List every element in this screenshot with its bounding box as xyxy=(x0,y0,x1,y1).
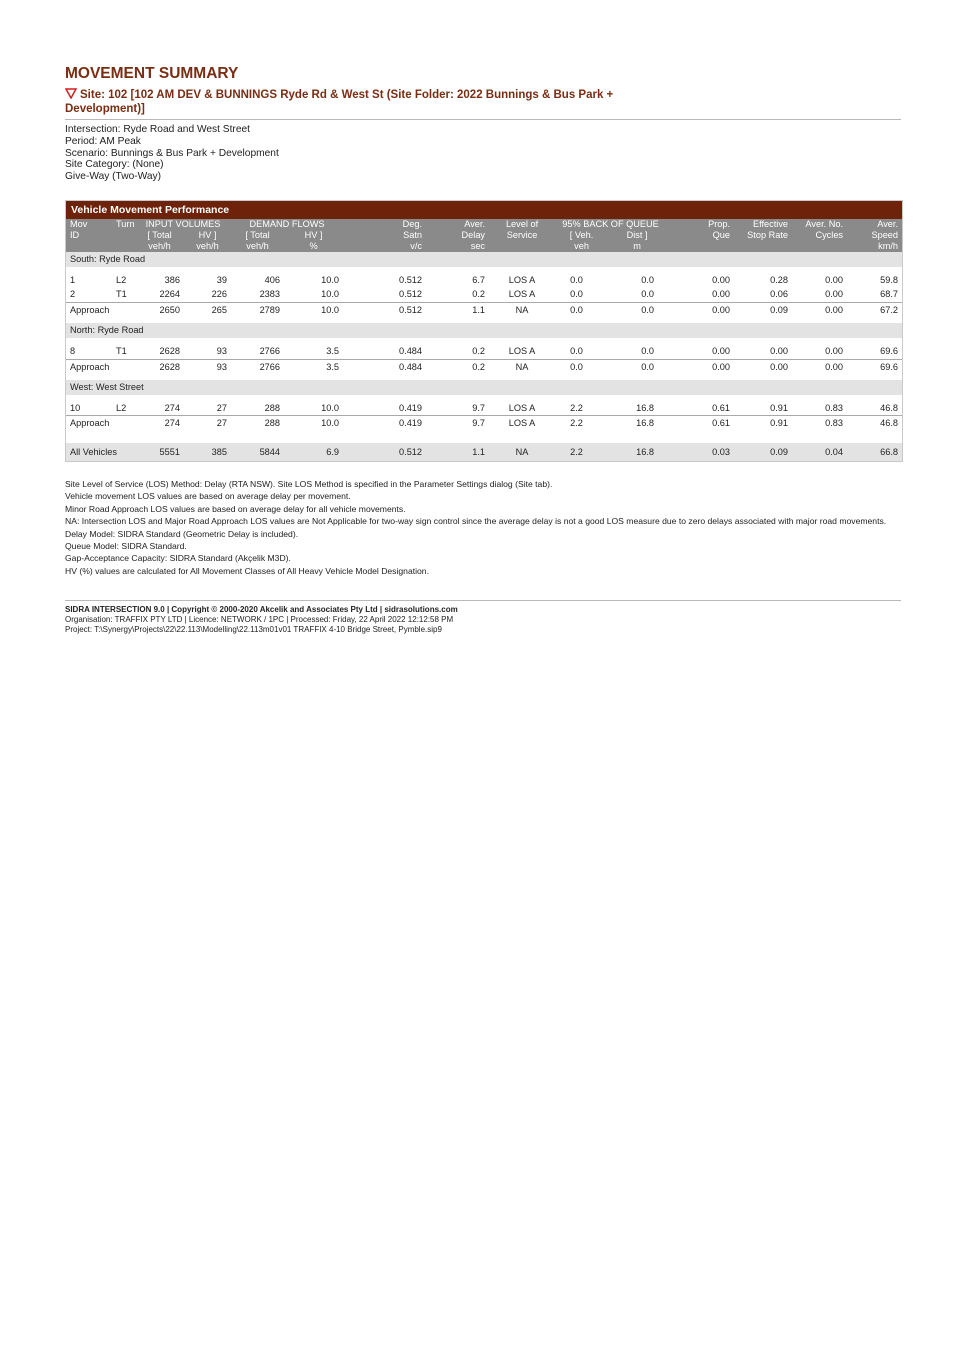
table-cell: 274 xyxy=(135,416,184,431)
meta-intersection: Intersection: Ryde Road and West Street xyxy=(65,124,250,135)
table-cell: 16.8 xyxy=(608,443,666,461)
col-blank xyxy=(734,241,792,252)
table-cell: 265 xyxy=(184,302,231,317)
table-cell: 0.00 xyxy=(825,274,844,285)
meta-site-category: Site Category: (None) xyxy=(65,159,164,171)
col-df-hv: HV ] xyxy=(284,230,343,241)
table-cell: 0.06 xyxy=(770,289,789,300)
note: Site Level of Service (LOS) Method: Delay (RTA NSW). Site LOS Method is specified in the Parameter Settings dialog (Site tab). xyxy=(65,478,553,489)
title-divider xyxy=(65,119,901,120)
table-cell: 0.00 xyxy=(734,359,792,374)
table-cell: 0.28 xyxy=(770,274,789,285)
table-cell: 0.00 xyxy=(666,359,734,374)
vehicle-movement-performance xyxy=(65,200,903,462)
table-cell: 46.8 xyxy=(880,402,899,413)
footer-project: Project: T:\Synergy\Projects\22\22.113\Modelling\22.113m01v01 TRAFFIX 4-10 Bridge Street, Pymble.sip9 xyxy=(65,625,442,635)
table-cell: 0.61 xyxy=(666,416,734,431)
table-cell: 27 xyxy=(184,416,231,431)
table-cell: 6.7 xyxy=(472,274,486,285)
table-cell xyxy=(112,416,135,431)
col-df-total: [ Total xyxy=(231,230,284,241)
table-cell: 0.0 xyxy=(641,289,655,300)
notes xyxy=(65,478,901,577)
col-prop-2: Que xyxy=(666,230,734,241)
table-cell: 2628 xyxy=(135,359,184,374)
table-cell: 0.0 xyxy=(570,274,583,285)
unit-iv-hv: veh/h xyxy=(184,241,231,252)
table-cell: 2.2 xyxy=(555,443,608,461)
table-row xyxy=(66,287,902,302)
header-row-1 xyxy=(66,219,902,230)
table-cell: 0.0 xyxy=(570,345,583,356)
table-cell: 10.0 xyxy=(284,302,343,317)
table-cell: 0.512 xyxy=(399,274,423,285)
table-cell: 69.6 xyxy=(847,359,902,374)
table-cell: 93 xyxy=(216,345,228,356)
table-cell: 0.0 xyxy=(608,302,666,317)
note: Queue Model: SIDRA Standard. xyxy=(65,540,187,551)
table-cell: 0.484 xyxy=(399,345,423,356)
table-cell: 0.419 xyxy=(343,416,426,431)
table-cell: 2628 xyxy=(159,345,180,356)
table-row xyxy=(66,344,902,359)
table-cell: 0.0 xyxy=(555,359,608,374)
table-cell: 1.1 xyxy=(426,443,489,461)
table-cell: 5551 xyxy=(135,443,184,461)
col-blank xyxy=(112,230,135,241)
table-cell: 2 xyxy=(70,289,76,300)
table-cell: 0.0 xyxy=(641,274,655,285)
table-cell: 9.7 xyxy=(472,402,486,413)
table-cell: 385 xyxy=(184,443,231,461)
table-cell: T1 xyxy=(116,345,127,356)
table-cell: 2.2 xyxy=(555,416,608,431)
page-title: MOVEMENT SUMMARY xyxy=(65,65,239,82)
col-blank xyxy=(489,241,555,252)
table-cell: 0.00 xyxy=(792,359,847,374)
col-speed: Aver. xyxy=(847,219,902,230)
table-cell: 0.00 xyxy=(825,345,844,356)
table-cell: LOS A xyxy=(489,416,555,431)
table-cell: 67.2 xyxy=(847,302,902,317)
site-triangle-icon xyxy=(65,88,77,99)
table-cell: 226 xyxy=(211,289,228,300)
table-cell: 10.0 xyxy=(321,274,340,285)
unit-df-hv: % xyxy=(284,241,343,252)
col-prop: Prop. xyxy=(666,219,734,230)
table-cell: 0.83 xyxy=(825,402,844,413)
table-cell: Approach xyxy=(66,302,112,317)
site-heading xyxy=(65,88,625,116)
table-cell: 0.04 xyxy=(792,443,847,461)
col-deg: Deg. xyxy=(343,219,426,230)
col-stop-rate-2: Stop Rate xyxy=(734,230,792,241)
table-cell: 2766 xyxy=(259,345,281,356)
table-row xyxy=(66,401,902,416)
table-cell: 2383 xyxy=(259,289,281,300)
table-cell: 8 xyxy=(70,345,76,356)
table-cell: All Vehicles xyxy=(66,443,112,461)
col-back-of-queue: 95% BACK OF QUEUE xyxy=(555,219,666,230)
footer-organisation: Organisation: TRAFFIX PTY LTD | Licence: NETWORK / 1PC | Processed: Friday, 22 April 2022 12:12:58 PM xyxy=(65,615,454,625)
table-cell: 0.91 xyxy=(734,416,792,431)
table-cell: LOS A xyxy=(508,289,536,300)
site-name: Site: 102 [102 AM DEV & BUNNINGS Ryde Rd & West St (Site Folder: 2022 Bunnings & Bus Park + Development)] xyxy=(65,89,614,115)
col-delay-2: Delay xyxy=(426,230,489,241)
table-cell: 2.2 xyxy=(570,402,583,413)
col-stop-rate: Effective xyxy=(734,219,792,230)
unit-boq-dist: m xyxy=(608,241,666,252)
col-blank xyxy=(666,241,734,252)
table-cell: 0.484 xyxy=(343,359,426,374)
table-cell: 0.0 xyxy=(570,289,583,300)
col-mov: Mov xyxy=(66,219,112,230)
table-cell: 3.5 xyxy=(284,359,343,374)
table-cell: 9.7 xyxy=(426,416,489,431)
col-delay: Aver. xyxy=(426,219,489,230)
table-cell: 93 xyxy=(184,359,231,374)
note: Delay Model: SIDRA Standard (Geometric Delay is included). xyxy=(65,528,299,539)
note: Gap-Acceptance Capacity: SIDRA Standard (Akçelik M3D). xyxy=(65,553,291,564)
table-cell: NA xyxy=(489,302,555,317)
table-cell: 0.512 xyxy=(343,302,426,317)
note: Minor Road Approach LOS values are based on average delay for all vehicle movements. xyxy=(65,503,406,514)
table-cell: 16.8 xyxy=(608,416,666,431)
table-cell: 2650 xyxy=(135,302,184,317)
col-los-2: Service xyxy=(489,230,555,241)
col-iv-hv: HV ] xyxy=(184,230,231,241)
table-cell: 10 xyxy=(70,402,81,413)
table-cell: L2 xyxy=(116,274,127,285)
table-cell: 288 xyxy=(264,402,281,413)
approach-name: South: Ryde Road xyxy=(66,252,902,267)
table-cell: 2789 xyxy=(231,302,284,317)
col-iv-total: [ Total xyxy=(135,230,184,241)
footer-divider xyxy=(65,600,901,601)
table-cell: T1 xyxy=(116,289,127,300)
note: NA: Intersection LOS and Major Road Approach LOS values are Not Applicable for two-way sign control since the average delay is not a good LOS measure due to zero delays associated with major road movements. xyxy=(65,516,887,527)
table-cell: 0.2 xyxy=(472,345,486,356)
table-cell: 0.91 xyxy=(770,402,789,413)
table-cell: 1 xyxy=(70,274,76,285)
approach-row xyxy=(66,416,902,431)
table-cell: 0.83 xyxy=(792,416,847,431)
table-cell: 6.9 xyxy=(284,443,343,461)
table-cell: 66.8 xyxy=(847,443,902,461)
site-meta xyxy=(65,124,901,183)
approach-row xyxy=(66,359,902,374)
table-cell: NA xyxy=(489,443,555,461)
table-cell: Approach xyxy=(66,416,112,431)
table-cell: 0.00 xyxy=(712,289,731,300)
table-cell: LOS A xyxy=(508,274,536,285)
all-vehicles-row xyxy=(66,443,902,461)
table-cell: 0.61 xyxy=(712,402,731,413)
table-cell: 68.7 xyxy=(880,289,899,300)
table-cell: 0.03 xyxy=(666,443,734,461)
table-cell: 0.512 xyxy=(399,289,423,300)
table-cell: 386 xyxy=(164,274,180,285)
footer xyxy=(65,605,901,635)
movement-table-body xyxy=(66,252,902,461)
table-cell: 0.00 xyxy=(770,345,789,356)
header-row-2 xyxy=(66,230,902,241)
meta-period: Period: AM Peak xyxy=(65,135,141,147)
table-cell: 0.09 xyxy=(734,302,792,317)
header-row-units xyxy=(66,241,902,252)
table-cell: 59.8 xyxy=(880,274,899,285)
approach-row xyxy=(66,302,902,317)
table-cell: 0.00 xyxy=(666,302,734,317)
approach-name: West: West Street xyxy=(66,380,902,395)
col-turn: Turn xyxy=(112,219,135,230)
col-cycles-2: Cycles xyxy=(792,230,847,241)
approach-group-header xyxy=(66,323,902,338)
col-boq-veh: [ Veh. xyxy=(555,230,608,241)
table-cell: 16.8 xyxy=(636,402,655,413)
col-cycles: Aver. No. xyxy=(792,219,847,230)
footer-copyright: SIDRA INTERSECTION 9.0 | Copyright © 2000-2020 Akcelik and Associates Pty Ltd | sidrasolutions.com xyxy=(65,605,458,615)
col-blank xyxy=(66,241,112,252)
col-id: ID xyxy=(66,230,112,241)
table-cell xyxy=(112,359,135,374)
col-boq-dist: Dist ] xyxy=(608,230,666,241)
unit-delay: sec xyxy=(426,241,489,252)
table-cell: L2 xyxy=(116,402,127,413)
approach-name: North: Ryde Road xyxy=(66,323,902,338)
table-cell: 0.2 xyxy=(472,289,486,300)
movement-table xyxy=(66,219,902,461)
table-cell: 10.0 xyxy=(321,289,340,300)
table-cell: 0.2 xyxy=(426,359,489,374)
table-cell: 0.00 xyxy=(792,302,847,317)
table-cell: 1.1 xyxy=(426,302,489,317)
table-cell: 69.6 xyxy=(880,345,899,356)
table-cell: 2264 xyxy=(159,289,180,300)
unit-iv-total: veh/h xyxy=(135,241,184,252)
table-cell: 3.5 xyxy=(326,345,340,356)
page xyxy=(65,64,901,635)
col-speed-2: Speed xyxy=(847,230,902,241)
note: Vehicle movement LOS values are based on average delay per movement. xyxy=(65,491,351,502)
table-title: Vehicle Movement Performance xyxy=(66,201,902,219)
table-cell: 0.00 xyxy=(712,345,731,356)
table-cell: 274 xyxy=(164,402,180,413)
table-cell: LOS A xyxy=(508,345,536,356)
table-row xyxy=(66,273,902,288)
col-blank xyxy=(112,241,135,252)
note: HV (%) values are calculated for All Movement Classes of All Heavy Vehicle Model Designation. xyxy=(65,565,429,576)
table-cell: 46.8 xyxy=(847,416,902,431)
table-cell: 0.0 xyxy=(555,302,608,317)
unit-deg: v/c xyxy=(343,241,426,252)
table-cell: 0.0 xyxy=(641,345,655,356)
table-cell: 0.09 xyxy=(734,443,792,461)
table-cell: 0.512 xyxy=(343,443,426,461)
meta-control: Give-Way (Two-Way) xyxy=(65,171,162,183)
approach-group-header xyxy=(66,380,902,395)
unit-boq-veh: veh xyxy=(555,241,608,252)
table-cell: 0.0 xyxy=(608,359,666,374)
approach-group-header xyxy=(66,252,902,267)
unit-df-total: veh/h xyxy=(231,241,284,252)
table-cell: 288 xyxy=(231,416,284,431)
table-cell xyxy=(112,302,135,317)
table-cell: 406 xyxy=(264,274,281,285)
table-cell: 0.00 xyxy=(825,289,844,300)
table-cell: 0.00 xyxy=(712,274,731,285)
table-cell: 10.0 xyxy=(284,416,343,431)
col-blank xyxy=(792,241,847,252)
col-los: Level of xyxy=(489,219,555,230)
table-cell: LOS A xyxy=(508,402,536,413)
col-input-volumes: INPUT VOLUMES xyxy=(135,219,231,230)
table-cell: 0.419 xyxy=(399,402,423,413)
table-cell: 10.0 xyxy=(321,402,340,413)
table-cell: 39 xyxy=(216,274,228,285)
col-demand-flows: DEMAND FLOWS xyxy=(231,219,343,230)
table-cell: Approach xyxy=(66,359,112,374)
meta-scenario: Scenario: Bunnings & Bus Park + Development xyxy=(65,147,279,159)
col-deg-2: Satn xyxy=(343,230,426,241)
table-cell: 5844 xyxy=(231,443,284,461)
unit-speed: km/h xyxy=(847,241,902,252)
table-cell: 27 xyxy=(216,402,228,413)
table-cell: 2766 xyxy=(231,359,284,374)
table-cell: NA xyxy=(489,359,555,374)
